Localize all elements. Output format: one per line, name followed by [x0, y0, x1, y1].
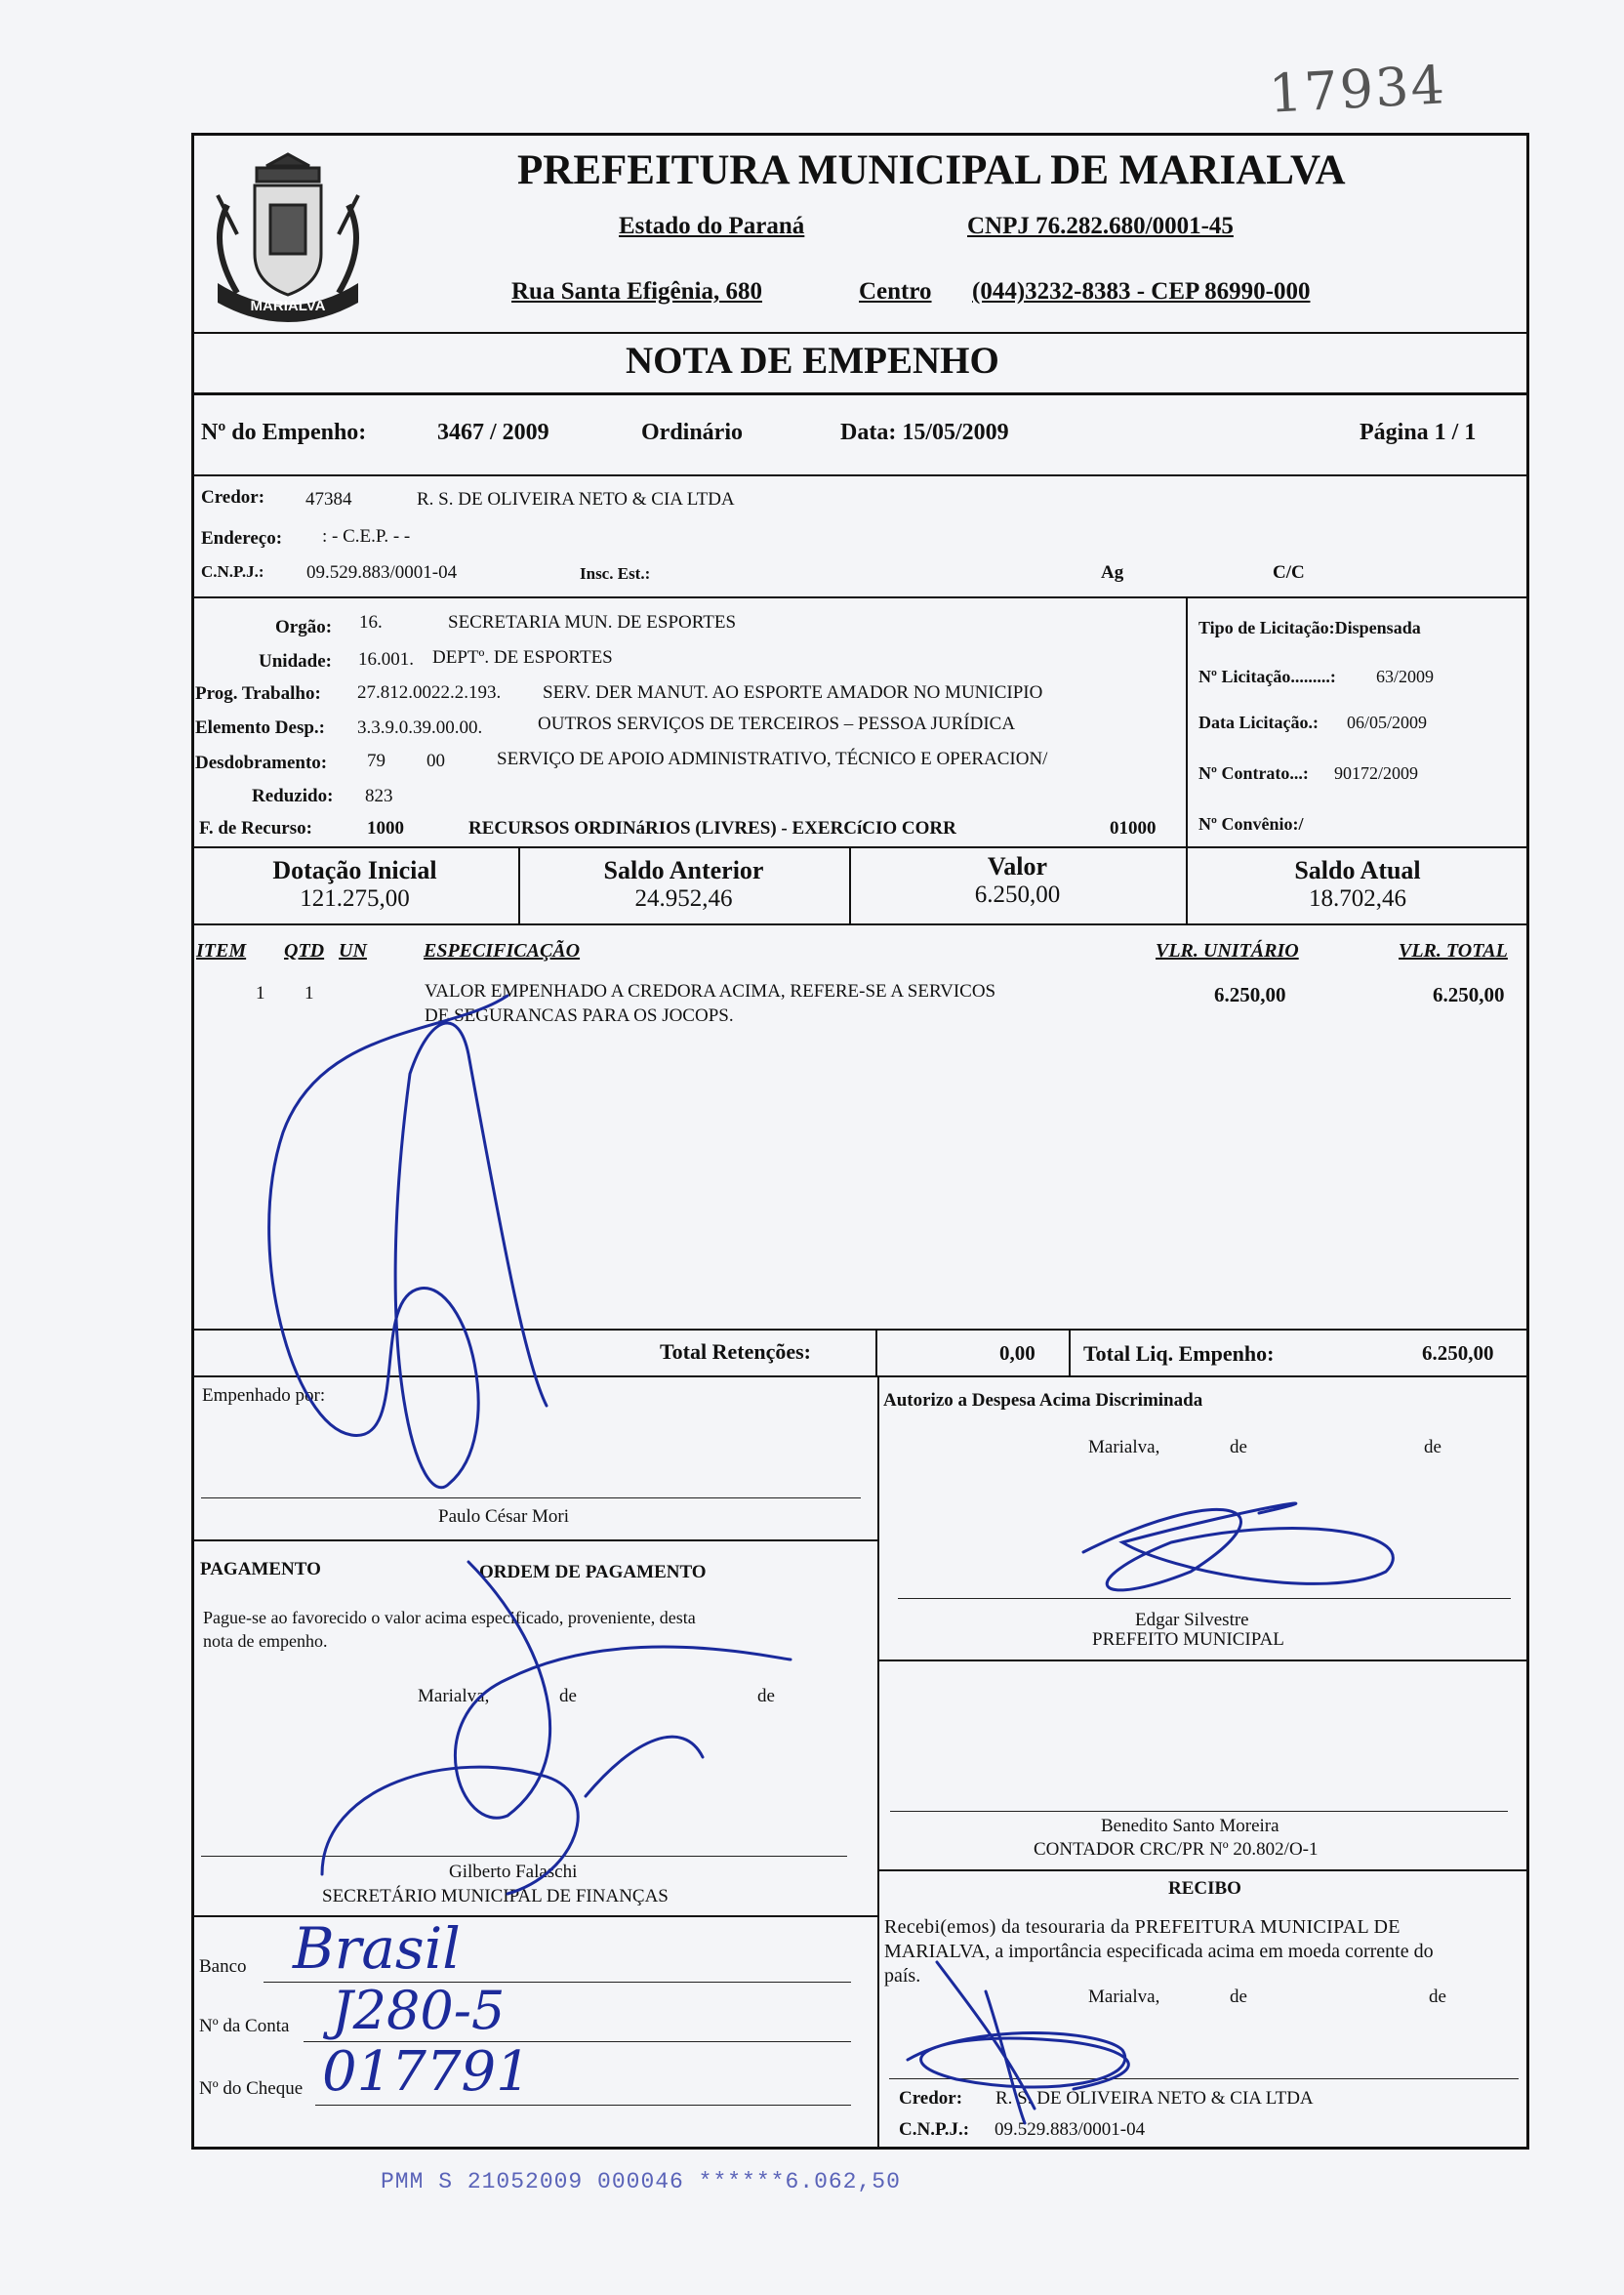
- banco-value: Brasil: [293, 1915, 461, 1982]
- seal-text: MARIALVA: [250, 298, 326, 314]
- recibo-cnpj-value: 09.529.883/0001-04: [995, 2119, 1146, 2140]
- conta-label: Nº da Conta: [199, 2016, 290, 2036]
- recurso-code2: 01000: [1110, 818, 1157, 839]
- col-qtd: QTD: [284, 940, 325, 962]
- licitacao-date-label: Data Licitação.:: [1198, 713, 1319, 732]
- recibo-text2: MARIALVA, a importância especificada acima em moeda corrente do: [884, 1941, 1434, 1962]
- prog-trabalho-label: Prog. Trabalho:: [195, 683, 321, 704]
- empenho-date: Data: 15/05/2009: [840, 420, 1009, 445]
- desdobramento-label: Desdobramento:: [195, 753, 328, 773]
- recibo-credor-name: R. S. DE OLIVEIRA NETO & CIA LTDA: [995, 2088, 1314, 2109]
- item-number: 1: [256, 983, 265, 1004]
- cnpj-label: C.N.P.J.:: [201, 562, 264, 581]
- contador-role: CONTADOR CRC/PR Nº 20.802/O-1: [1034, 1839, 1319, 1860]
- empenhado-name: Paulo César Mori: [438, 1506, 570, 1527]
- unidade-code: 16.001.: [358, 649, 414, 670]
- recibo-text3: país.: [884, 1965, 921, 1987]
- credor-code: 47384: [305, 489, 352, 510]
- elemento-code: 3.3.9.0.39.00.00.: [357, 717, 483, 738]
- prefeito-name: Edgar Silvestre: [1135, 1610, 1249, 1630]
- credor-cnpj: 09.529.883/0001-04: [306, 562, 458, 583]
- state-name: Estado do Paraná: [619, 213, 805, 239]
- autorizo-city: Marialva,: [1088, 1437, 1160, 1457]
- recurso-name: RECURSOS ORDINáRIOS (LIVRES) - EXERCíCIO CORR: [468, 818, 956, 839]
- col-item: ITEM: [196, 940, 247, 962]
- saldo-anterior: Saldo Anterior 24.952,46: [603, 856, 764, 912]
- item-qtd: 1: [304, 983, 314, 1004]
- tipo-licitacao: Tipo de Licitação:Dispensada: [1198, 618, 1421, 637]
- recibo-cnpj-label: C.N.P.J.:: [899, 2119, 970, 2140]
- autorizo-title: Autorizo a Despesa Acima Discriminada: [883, 1390, 1203, 1411]
- recurso-label: F. de Recurso:: [199, 818, 312, 839]
- insc-est-label: Insc. Est.:: [580, 564, 651, 583]
- municipality-title: PREFEITURA MUNICIPAL DE MARIALVA: [517, 147, 1346, 193]
- prefeito-role: PREFEITO MUNICIPAL: [1092, 1629, 1284, 1650]
- orgao-code: 16.: [359, 612, 383, 633]
- pagamento-de1: de: [559, 1686, 577, 1706]
- prog-trabalho-code: 27.812.0022.2.193.: [357, 682, 502, 703]
- saldo-atual: Saldo Atual 18.702,46: [1294, 856, 1421, 912]
- total-retencoes-value: 0,00: [999, 1341, 1035, 1365]
- handwritten-number: 17934: [1267, 54, 1448, 125]
- elemento-name: OUTROS SERVIÇOS DE TERCEIROS – PESSOA JURÍDICA: [538, 714, 1016, 734]
- cheque-value: 017791: [322, 2040, 531, 2104]
- document-title: NOTA DE EMPENHO: [626, 340, 999, 382]
- recibo-de1: de: [1230, 1987, 1247, 2007]
- item-unit-value: 6.250,00: [1214, 983, 1286, 1006]
- col-vlr-unitario: VLR. UNITÁRIO: [1156, 940, 1299, 962]
- col-especificacao: ESPECIFICAÇÃO: [424, 940, 581, 962]
- recurso-code: 1000: [367, 818, 404, 839]
- total-retencoes-label: Total Retenções:: [660, 1339, 811, 1364]
- page-number: Página 1 / 1: [1360, 420, 1477, 445]
- signature-empenhado: [269, 996, 547, 1488]
- licitacao-number-label: Nº Licitação.........:: [1198, 667, 1336, 686]
- contador-name: Benedito Santo Moreira: [1101, 1816, 1279, 1836]
- col-un: UN: [339, 940, 367, 962]
- conta-value: J280-5: [332, 1980, 506, 2041]
- desdobramento-code2: 00: [426, 751, 445, 771]
- empenho-type: Ordinário: [641, 420, 744, 445]
- secretario-name: Gilberto Falaschi: [449, 1862, 578, 1882]
- empenho-number-label: Nº do Empenho:: [201, 420, 367, 445]
- recibo-text1: Recebi(emos) da tesouraria da PREFEITURA MUNICIPAL DE: [884, 1916, 1401, 1938]
- recibo-de2: de: [1429, 1987, 1446, 2007]
- recibo-credor-label: Credor:: [899, 2088, 963, 2109]
- saldo-valor: Valor 6.250,00: [974, 852, 1061, 908]
- secretario-role: SECRETÁRIO MUNICIPAL DE FINANÇAS: [322, 1886, 669, 1906]
- credor-label: Credor:: [201, 487, 265, 508]
- licitacao-number: 63/2009: [1376, 667, 1435, 686]
- banco-label: Banco: [199, 1956, 247, 1977]
- orgao-name: SECRETARIA MUN. DE ESPORTES: [448, 612, 737, 633]
- autorizo-de2: de: [1424, 1437, 1441, 1457]
- signature-credor: [908, 1962, 1128, 2123]
- item-desc-line1: VALOR EMPENHADO A CREDORA ACIMA, REFERE-SE A SERVICOS: [425, 981, 996, 1002]
- desdobramento-name: SERVIÇO DE APOIO ADMINISTRATIVO, TÉCNICO E OPERACION/: [497, 749, 1048, 769]
- district: Centro: [859, 278, 932, 305]
- orgao-label: Orgão:: [275, 617, 333, 637]
- empenho-number: 3467 / 2009: [437, 420, 549, 445]
- bank-stamp: PMM S 21052009 000046 ******6.062,50: [381, 2169, 901, 2194]
- unidade-name: DEPTº. DE ESPORTES: [432, 647, 613, 668]
- pagamento-title: PAGAMENTO: [200, 1559, 321, 1579]
- autorizo-de1: de: [1230, 1437, 1247, 1457]
- phone-cep: (044)3232-8383 - CEP 86990-000: [972, 278, 1311, 305]
- total-liquido-label: Total Liq. Empenho:: [1083, 1341, 1275, 1366]
- unidade-label: Unidade:: [259, 651, 332, 672]
- contrato-label: Nº Contrato...:: [1198, 763, 1309, 783]
- recibo-title: RECIBO: [1168, 1878, 1241, 1899]
- pagamento-text1: Pague-se ao favorecido o valor acima especificado, proveniente, desta: [203, 1608, 696, 1627]
- endereco-label: Endereço:: [201, 528, 283, 549]
- desdobramento-code: 79: [367, 751, 386, 771]
- prog-trabalho-name: SERV. DER MANUT. AO ESPORTE AMADOR NO MUNICIPIO: [543, 682, 1043, 703]
- signature-prefeito: [1083, 1503, 1393, 1590]
- convenio: Nº Convênio:/: [1198, 814, 1304, 834]
- total-liquido-value: 6.250,00: [1422, 1341, 1494, 1365]
- item-desc-line2: DE SEGURANCAS PARA OS JOCOPS.: [425, 1005, 734, 1026]
- pagamento-city: Marialva,: [418, 1686, 490, 1706]
- pagamento-text2: nota de empenho.: [203, 1631, 328, 1651]
- saldo-dotacao: Dotação Inicial 121.275,00: [272, 856, 437, 912]
- licitacao-date: 06/05/2009: [1347, 713, 1428, 732]
- recibo-city: Marialva,: [1088, 1987, 1160, 2007]
- contrato-number: 90172/2009: [1334, 763, 1419, 783]
- ordem-pagamento: ORDEM DE PAGAMENTO: [479, 1562, 707, 1582]
- item-total-value: 6.250,00: [1433, 983, 1505, 1006]
- pagamento-de2: de: [757, 1686, 775, 1706]
- credor-name: R. S. DE OLIVEIRA NETO & CIA LTDA: [417, 489, 735, 510]
- street-address: Rua Santa Efigênia, 680: [511, 278, 762, 305]
- cheque-label: Nº do Cheque: [199, 2078, 304, 2099]
- elemento-label: Elemento Desp.:: [195, 717, 325, 738]
- endereco-value: : - C.E.P. - -: [322, 526, 411, 547]
- ag-label: Ag: [1101, 562, 1124, 583]
- signature-secretario: [322, 1562, 791, 1894]
- col-vlr-total: VLR. TOTAL: [1399, 940, 1508, 962]
- empenhado-label: Empenhado por:: [202, 1385, 326, 1406]
- cc-label: C/C: [1273, 562, 1305, 583]
- municipality-cnpj: CNPJ 76.282.680/0001-45: [967, 213, 1234, 239]
- reduzido-value: 823: [365, 786, 393, 806]
- reduzido-label: Reduzido:: [252, 786, 334, 806]
